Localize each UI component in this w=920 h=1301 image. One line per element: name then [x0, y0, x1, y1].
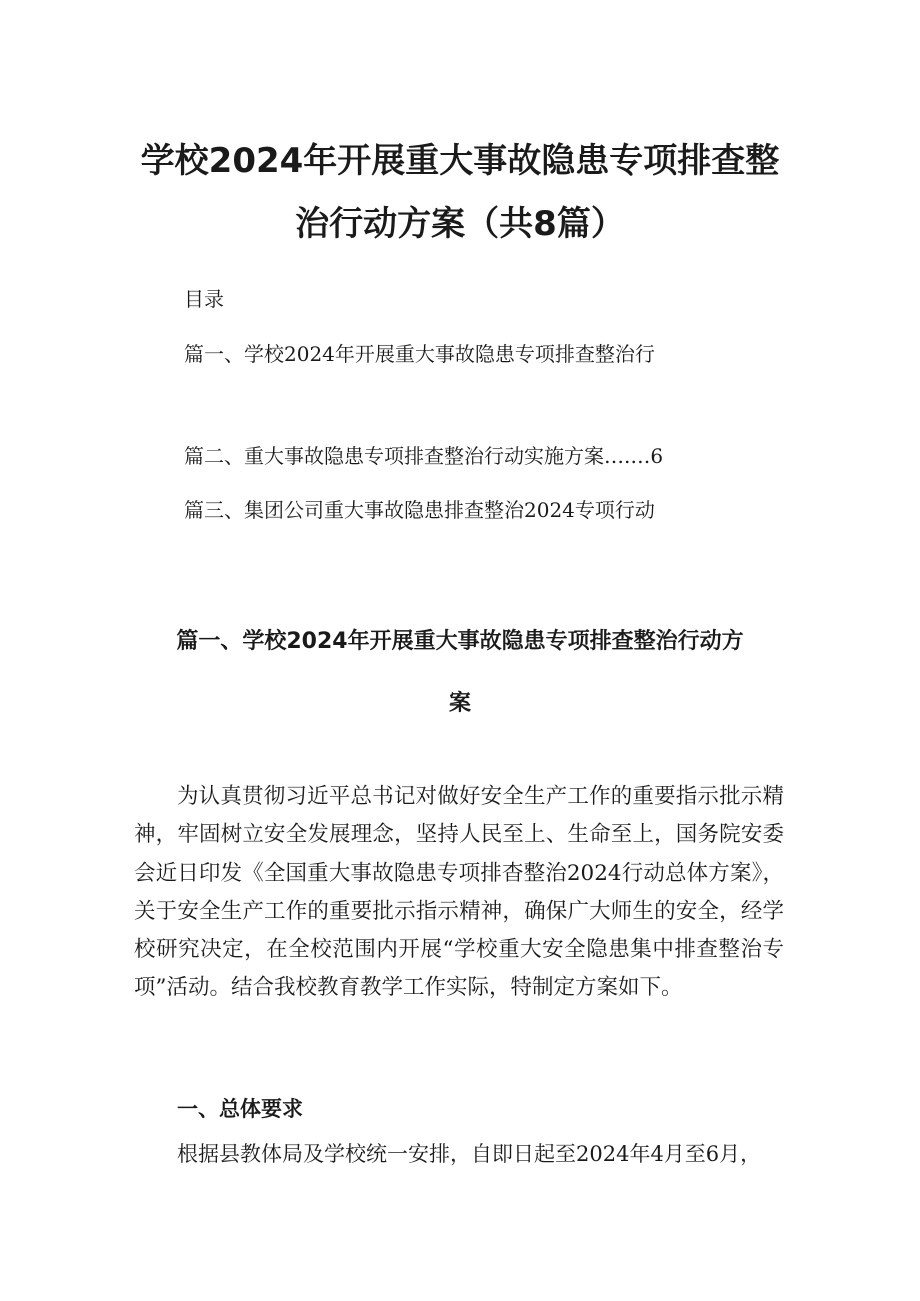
body-paragraph: 根据县教体局及学校统一安排，自即日起至2024年4月至6月，	[177, 1142, 762, 1166]
document-title-line-2: 治行动方案（共8篇）	[295, 204, 625, 244]
section-title-line-2: 案	[448, 691, 471, 716]
section-title-line-1: 篇一、学校2024年开展重大事故隐患专项排查整治行动方	[176, 629, 744, 654]
document-title-line-1: 学校2024年开展重大事故隐患专项排查整	[140, 141, 780, 181]
section-heading: 一、总体要求	[177, 1097, 303, 1121]
toc-label: 目录	[184, 287, 224, 311]
toc-item[interactable]: 篇二、重大事故隐患专项排查整治行动实施方案….…6	[184, 444, 664, 468]
body-paragraph: 为认真贯彻习近平总书记对做好安全生产工作的重要指示批示精神，牢固树立安全发展理念，坚持人民至上、生命至上，国务院安委会近日印发《全国重大事故隐患专项排杳整治2024行动总体方案》，关于安全生产工作的重要批示指示精神，确保广大师生的安全，经学校研究决定，在全校范围内开展“学校重大安全隐患集中排查整治专项”活动。结合我校教育教学工作实际，特制定方案如下。	[134, 784, 784, 1001]
toc-item[interactable]: 篇一、学校2024年开展重大事故隐患专项排查整治行	[184, 342, 655, 366]
toc-item[interactable]: 篇三、集团公司重大事故隐患排查整治2024专项行动	[184, 498, 655, 522]
